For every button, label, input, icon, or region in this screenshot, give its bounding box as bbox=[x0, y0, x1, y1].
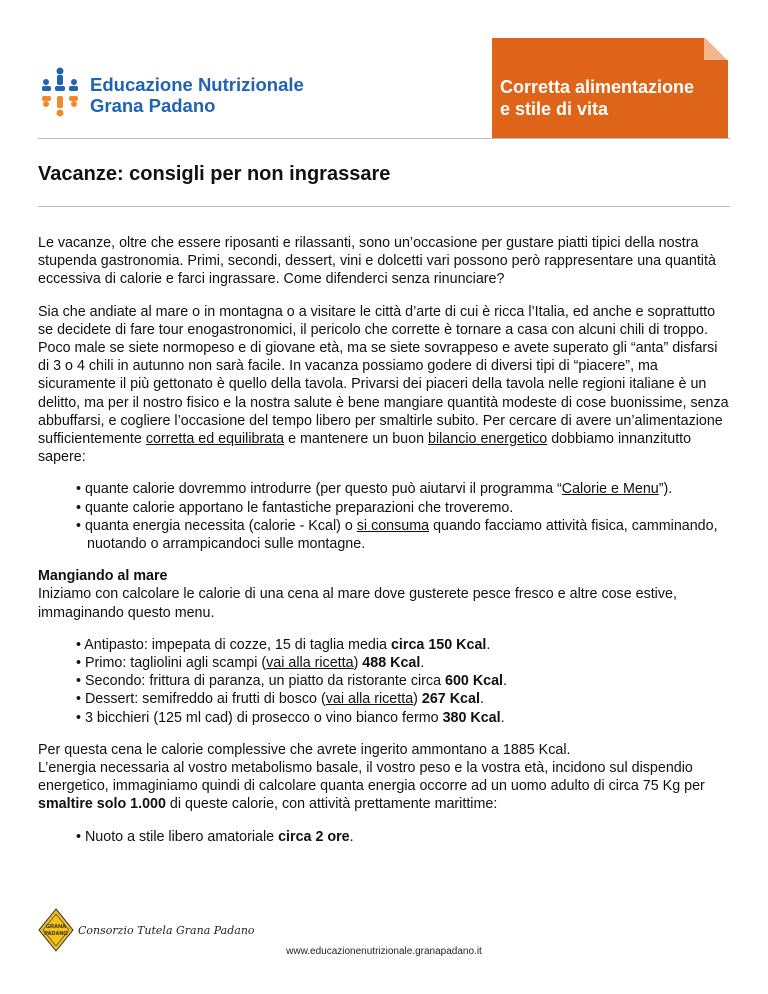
activity-duration: circa 2 ore bbox=[278, 828, 350, 845]
menu-item-text: Primo: tagliolini agli scampi ( bbox=[84, 655, 267, 672]
snowflake-people-icon bbox=[38, 66, 82, 120]
menu-item-vino bbox=[76, 709, 730, 727]
activity-text: Nuoto a stile libero amatoriale bbox=[84, 828, 279, 845]
menu-item-period: . bbox=[479, 691, 484, 708]
summary-line-1: Per questa cena le calorie complessive che avrete ingerito ammontano a 1885 Kcal. bbox=[38, 741, 571, 758]
list-item-text: quanta energia necessita (calorie - Kcal) o bbox=[84, 517, 357, 534]
list-item: • quante calorie apportano le fantastiche preparazioni che troveremo. bbox=[76, 499, 730, 517]
menu-item-kcal: 267 Kcal bbox=[421, 691, 480, 708]
tab-folded-corner bbox=[704, 38, 728, 60]
menu-item-text: ) bbox=[413, 691, 422, 708]
header-divider bbox=[38, 138, 730, 139]
list-item-text: ”). bbox=[658, 481, 673, 498]
summary-line-2-end: di queste calorie, con attività prettamente marittime: bbox=[165, 796, 498, 813]
summary-paragraph bbox=[38, 741, 730, 814]
tab-line-1: Corretta alimentazione bbox=[500, 77, 695, 97]
menu-item-secondo bbox=[76, 672, 730, 690]
menu-item-kcal: 488 Kcal bbox=[362, 655, 421, 672]
menu-item-period: . bbox=[503, 673, 508, 690]
link-ricetta-primo[interactable]: vai alla ricetta bbox=[266, 655, 354, 672]
menu-item-period: . bbox=[500, 709, 505, 726]
activity-period: . bbox=[349, 828, 354, 845]
menu-item-text: Antipasto: impepata di cozze, 15 di taglia media bbox=[84, 636, 391, 653]
list-item-text: quante calorie dovremmo introdurre (per questo può aiutarvi il programma “ bbox=[84, 481, 562, 498]
link-ricetta-dessert[interactable]: vai alla ricetta bbox=[325, 691, 414, 708]
menu-item-dessert bbox=[76, 690, 730, 708]
activity-list bbox=[76, 828, 730, 846]
activity-item bbox=[76, 828, 730, 846]
paragraph-2 bbox=[38, 303, 730, 467]
section-intro: Iniziamo con calcolare le calorie di una cena al mare dove gusterete pesce fresco e altre cose estive, immaginando questo menu. bbox=[38, 586, 677, 621]
list-item bbox=[76, 517, 730, 553]
knowledge-list bbox=[76, 480, 730, 553]
list-item-text: quando facciamo attività fisica, camminando, nuotando o arrampicandoci sulle montagne. bbox=[87, 517, 718, 553]
brand-name bbox=[90, 74, 304, 116]
link-bilancio-energetico[interactable]: bilancio energetico bbox=[428, 431, 548, 448]
menu-item-primo bbox=[76, 654, 730, 672]
section-heading: Mangiando al mare bbox=[38, 568, 168, 585]
menu-item-text: ) bbox=[353, 655, 363, 672]
menu-item-kcal: circa 150 Kcal bbox=[390, 636, 487, 653]
tab-line-2: e stile di vita bbox=[500, 99, 609, 119]
seal-text-top: GRANA bbox=[45, 924, 67, 930]
list-item bbox=[76, 480, 730, 498]
summary-bold: smaltire solo 1.000 bbox=[38, 796, 166, 813]
brand-line-1: Educazione Nutrizionale bbox=[90, 74, 304, 95]
menu-item-period: . bbox=[420, 655, 425, 672]
paragraph-2-text: Sia che andiate al mare o in montagna o a visitare le città d’arte di cui è ricca l’Italia, ed anche e soprattutto se decidete di fare tour enogastronomici, il pericolo che corrette è tornare a casa con alcuni chili di troppo. Poco male se siete normopeso e di giovane età, ma se siete sovrappeso e avete superato gli “anta” disfarsi di 3 o 4 chili in autunno non sarà facile. In vacanza possiamo godere di diversi tipi di “piacere”, ma sicuramente il più gettonato è quello della tavola. Privarsi dei piaceri della tavola nelle regioni italiane è un delitto, ma per il nostro fisico e la nostra salute è bene mangiare quantità modeste di cose buonissime, senza abbuffarsi, e cogliere l’occasione del tempo libero per smaltirle subito. Per cercare di avere un’alimentazione sufficientemente bbox=[38, 303, 729, 448]
brand-line-2: Grana Padano bbox=[90, 95, 216, 116]
article-body bbox=[38, 234, 730, 860]
consorzio-name: Consorzio Tutela Grana Padano bbox=[78, 924, 255, 937]
brand-logo bbox=[38, 66, 338, 126]
seal-text-bottom: PADANO bbox=[44, 931, 68, 937]
menu-item-text: Secondo: frittura di paranza, un piatto da ristorante circa bbox=[84, 673, 445, 690]
paragraph-2-mid: e mantenere un buon bbox=[284, 431, 428, 448]
menu-list bbox=[76, 636, 730, 727]
category-tab-label bbox=[500, 76, 725, 120]
link-si-consuma[interactable]: si consuma bbox=[356, 517, 430, 534]
menu-item-text: Dessert: semifreddo ai frutti di bosco ( bbox=[84, 691, 326, 708]
link-calorie-menu[interactable]: Calorie e Menu bbox=[561, 481, 659, 498]
page-title: Vacanze: consigli per non ingrassare bbox=[38, 163, 391, 185]
title-divider bbox=[38, 206, 730, 207]
intro-paragraph: Le vacanze, oltre che essere riposanti e rilassanti, sono un’occasione per gustare piatti tipici della nostra stupenda gastronomia. Primi, secondi, dessert, vini e dolcetti vari possono però rappresentare una quantità eccessiva di calorie e farci ingrassare. Come difenderci senza rinunciare? bbox=[38, 235, 716, 288]
footer-url[interactable]: www.educazionenutrizionale.granapadano.it bbox=[286, 946, 482, 957]
menu-item-kcal: 600 Kcal bbox=[445, 673, 504, 690]
menu-item-kcal: 380 Kcal bbox=[442, 709, 501, 726]
menu-item-antipasto bbox=[76, 636, 730, 654]
menu-item-text: 3 bicchieri (125 ml cad) di prosecco o vino bianco fermo bbox=[84, 709, 443, 726]
paragraph-2-end: dobbiamo innanzitutto sapere: bbox=[38, 431, 692, 466]
summary-line-2: L’energia necessaria al vostro metabolismo basale, il vostro peso e la vostra età, incidono sul dispendio energetico, immaginiamo quindi di calcolare quanta energia occorre ad un uomo adulto di circa 75 Kg per bbox=[38, 760, 705, 795]
link-corretta-equilibrata[interactable]: corretta ed equilibrata bbox=[145, 431, 285, 448]
menu-item-period: . bbox=[486, 636, 491, 653]
